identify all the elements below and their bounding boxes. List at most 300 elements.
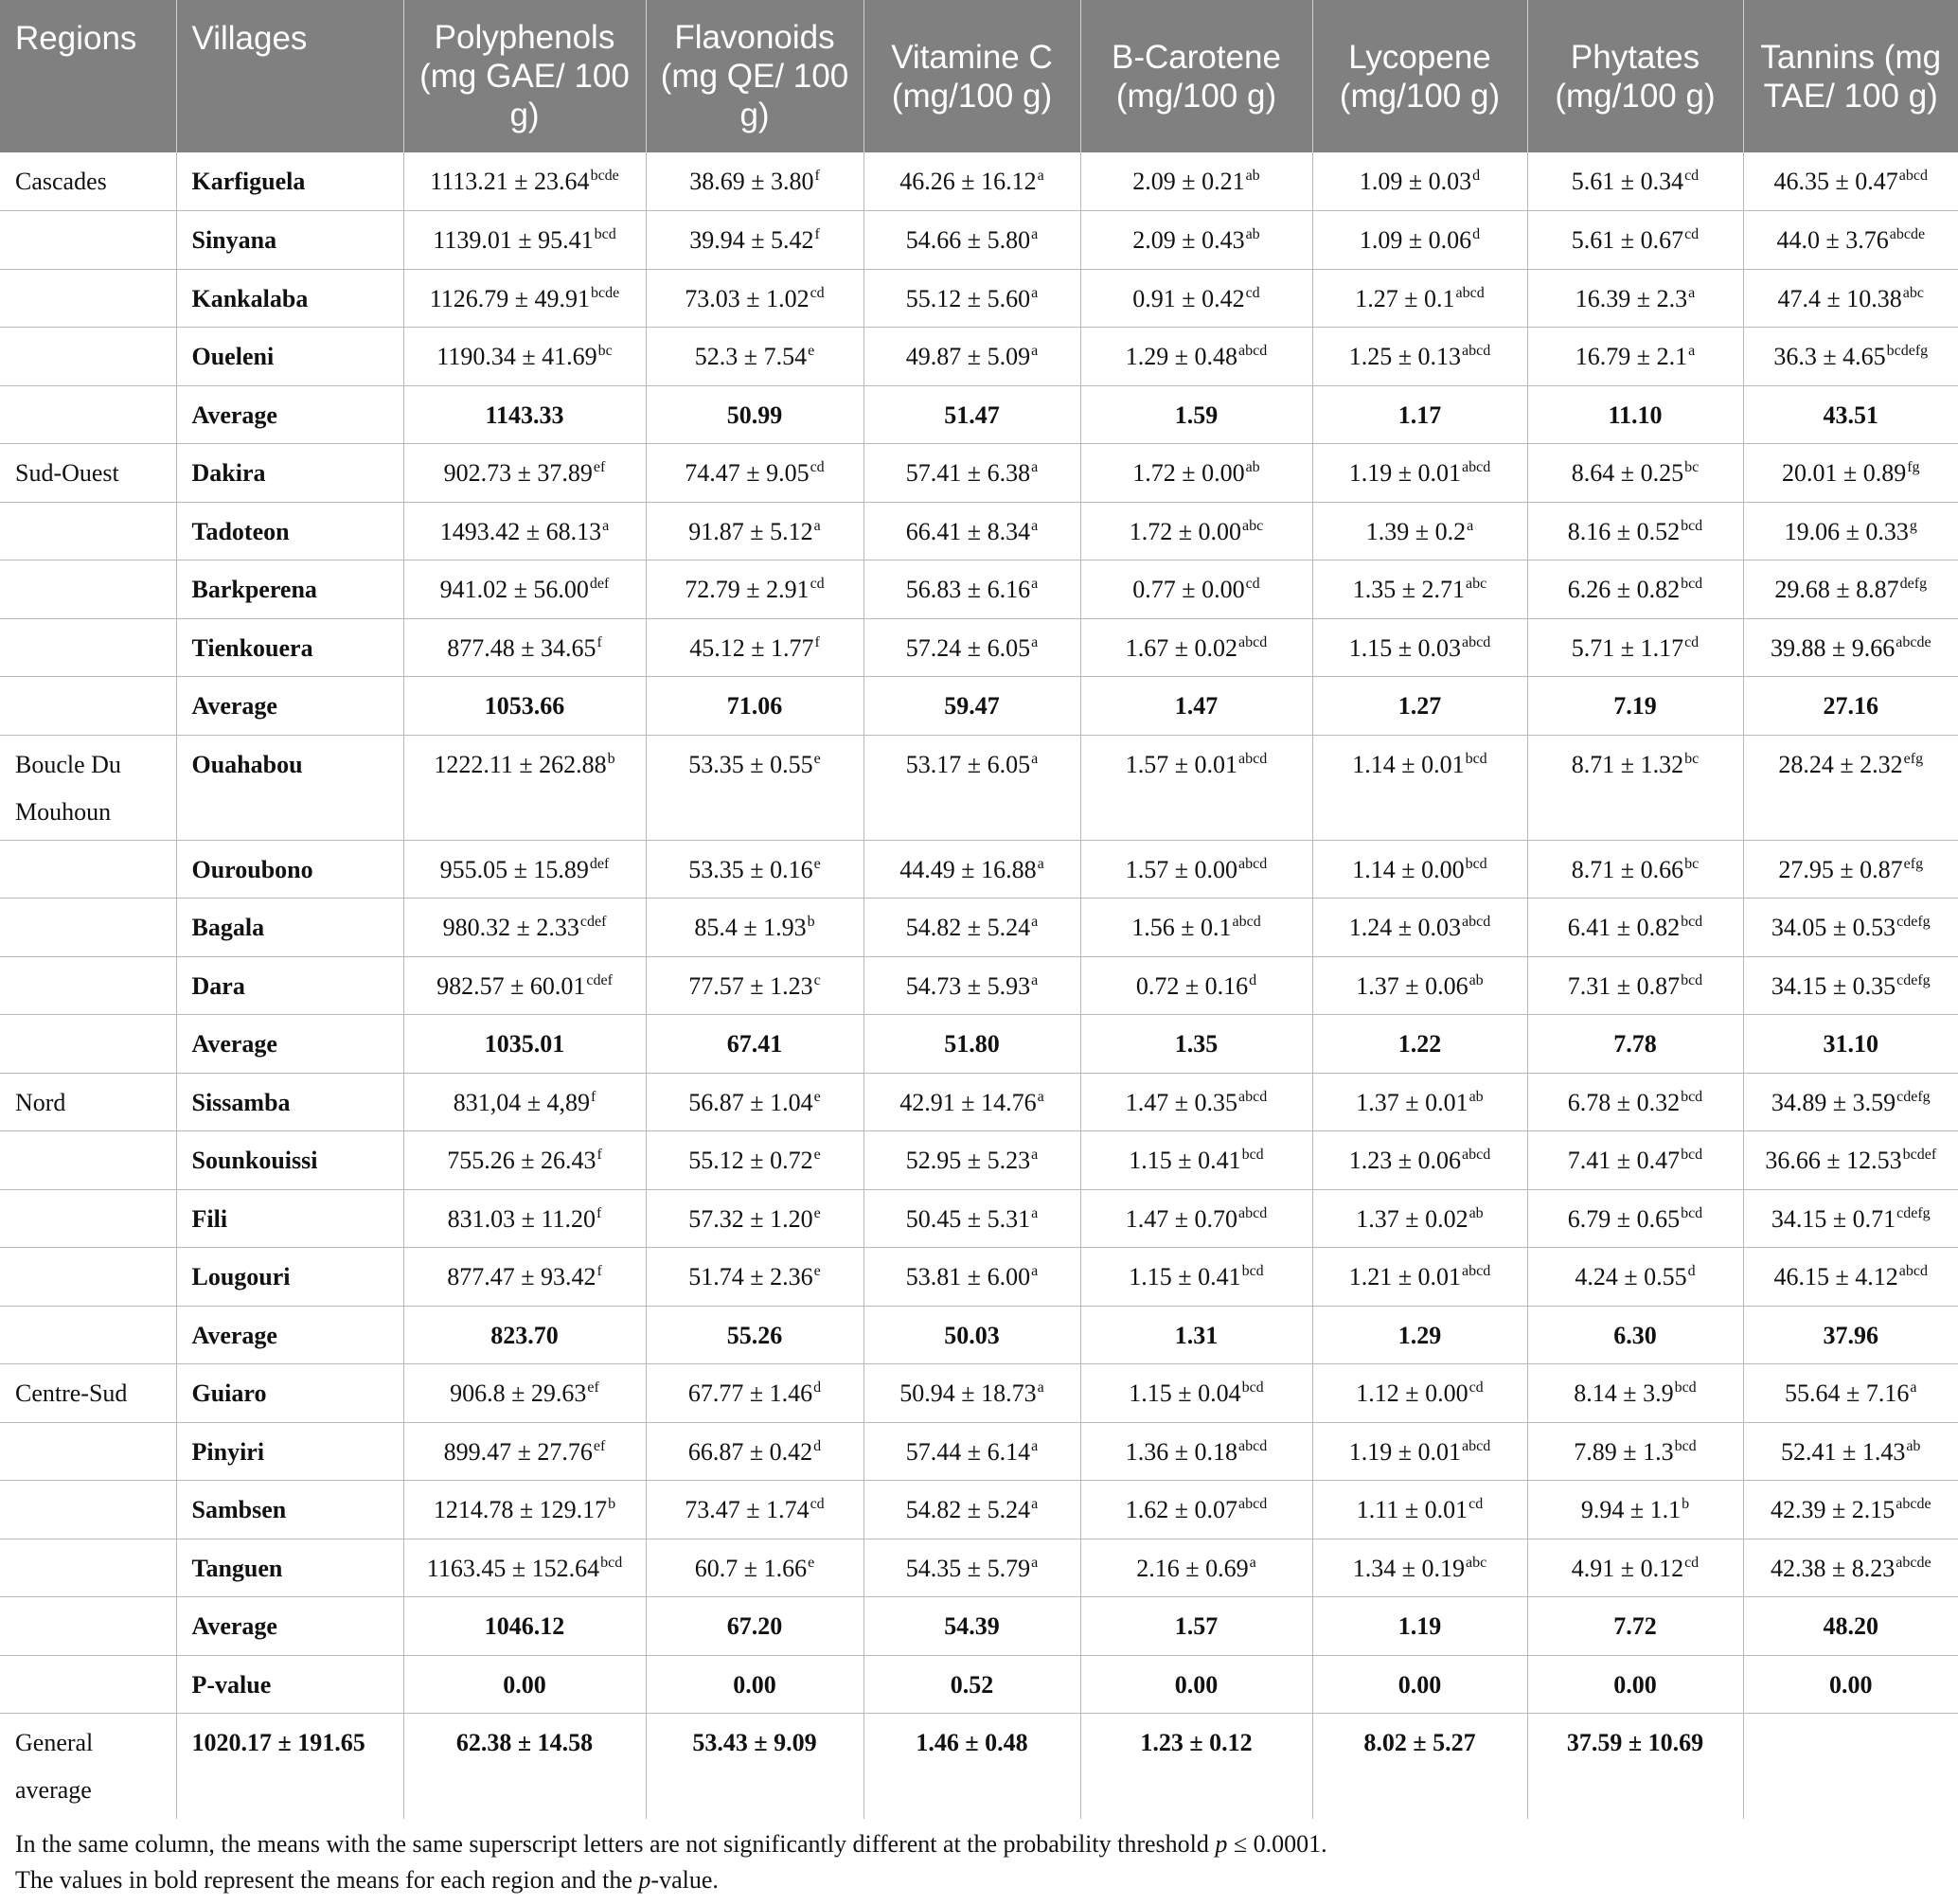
- cell-value: 1.24 ± 0.03: [1348, 914, 1462, 941]
- cell-value: 1.72 ± 0.00: [1132, 459, 1245, 487]
- cell-value: 2.16 ± 0.69: [1136, 1554, 1249, 1582]
- cell-value: 72.79 ± 2.91: [685, 576, 810, 603]
- cell-village: Ouahabou: [176, 735, 403, 840]
- table-row: [0, 269, 1958, 328]
- significance-letters: cdefg: [1896, 914, 1931, 930]
- cell-village: Kankalaba: [176, 269, 403, 328]
- cell-phytates: [1527, 328, 1743, 386]
- summary-row: [0, 1015, 1958, 1074]
- significance-letters: bcd: [1241, 1263, 1264, 1279]
- significance-letters: d: [1249, 971, 1257, 988]
- significance-letters: e: [813, 1088, 821, 1105]
- cell-value: 53.17 ± 6.05: [905, 750, 1031, 778]
- cell-value: 1.14 ± 0.01: [1352, 750, 1465, 778]
- significance-letters: e: [813, 1147, 821, 1163]
- cell-value: 877.47 ± 93.42: [447, 1263, 596, 1290]
- cell-b-carotene: [1080, 1189, 1312, 1248]
- cell-value: 60.7 ± 1.66: [694, 1554, 808, 1582]
- significance-letters: f: [814, 633, 820, 650]
- cell-value: 67.77 ± 1.46: [687, 1379, 813, 1407]
- cell-lycopene: [1312, 677, 1527, 736]
- table-row: [0, 502, 1958, 561]
- cell-b-carotene: [1080, 1306, 1312, 1364]
- cell-polyphenols: [403, 1481, 646, 1539]
- cell-tannins: [1743, 328, 1958, 386]
- cell-polyphenols: [403, 618, 646, 677]
- significance-letters: cd: [1245, 576, 1260, 592]
- cell-flavonoids: [646, 899, 863, 957]
- cell-value: 47.4 ± 10.38: [1777, 284, 1902, 312]
- footnote-1: [15, 1826, 1327, 1862]
- cell-polyphenols: [403, 1073, 646, 1131]
- cell-region: Sud-Ouest: [0, 444, 176, 503]
- significance-letters: a: [1910, 1379, 1917, 1396]
- cell-phytates: [1527, 1306, 1743, 1364]
- cell-village: Tienkouera: [176, 618, 403, 677]
- cell-value: 28.24 ± 2.32: [1778, 750, 1903, 778]
- cell-vitamine-c: [863, 618, 1080, 677]
- significance-letters: bcd: [1681, 1088, 1703, 1105]
- cell-region: [0, 561, 176, 619]
- cell-value: 43.51: [1823, 400, 1878, 429]
- cell-tannins: [1743, 735, 1958, 840]
- cell-b-carotene: [1080, 444, 1312, 503]
- cell-vitamine-c: [863, 1248, 1080, 1307]
- significance-letters: a: [1467, 517, 1474, 534]
- cell-value: 1.27 ± 0.1: [1355, 284, 1455, 312]
- footnote-1-tail: ≤ 0.0001.: [1227, 1830, 1327, 1858]
- cell-value: 1.67 ± 0.02: [1125, 633, 1238, 662]
- cell-value: 1.15 ± 0.41: [1129, 1263, 1241, 1290]
- significance-letters: efg: [1903, 750, 1924, 767]
- cell-flavonoids: [646, 561, 863, 619]
- table-row: [0, 618, 1958, 677]
- cell-village: Ouroubono: [176, 840, 403, 899]
- cell-village: Sissamba: [176, 1073, 403, 1131]
- cell-value: 1113.21 ± 23.64: [430, 168, 590, 195]
- cell-flavonoids: [646, 328, 863, 386]
- cell-value: 53.35 ± 0.16: [688, 855, 813, 883]
- cell-lycopene: [1312, 1015, 1527, 1074]
- cell-value: 20.01 ± 0.89: [1781, 459, 1907, 487]
- footnote-2-text: The values in bold represent the means for each region and the: [15, 1866, 639, 1894]
- table-row: [0, 956, 1958, 1015]
- significance-letters: cd: [1684, 633, 1700, 650]
- significance-letters: bcd: [1681, 914, 1703, 930]
- significance-letters: cdef: [579, 914, 607, 930]
- significance-letters: a: [1031, 343, 1039, 359]
- significance-letters: abcde: [1896, 1496, 1931, 1512]
- cell-value: 1.37 ± 0.01: [1356, 1088, 1468, 1116]
- cell-village: Oueleni: [176, 328, 403, 386]
- cell-value: 7.41 ± 0.47: [1567, 1147, 1681, 1174]
- cell-village: Average: [176, 1306, 403, 1364]
- cell-vitamine-c: [863, 211, 1080, 270]
- cell-flavonoids: [646, 385, 863, 444]
- table-row: [0, 211, 1958, 270]
- cell-flavonoids: [646, 211, 863, 270]
- cell-value: 831.03 ± 11.20: [447, 1204, 596, 1233]
- cell-value: 1.37 ± 0.06: [1356, 971, 1468, 1000]
- cell-value: 5.61 ± 0.34: [1571, 168, 1684, 195]
- cell-value: 1.31: [1174, 1321, 1219, 1349]
- cell-lycopene: [1312, 385, 1527, 444]
- cell-village: Pinyiri: [176, 1422, 403, 1481]
- cell-value: 1.59: [1174, 400, 1219, 429]
- significance-letters: ab: [1468, 971, 1484, 988]
- cell-b-carotene: [1080, 385, 1312, 444]
- cell-polyphenols: [403, 1655, 646, 1714]
- cell-region: [0, 899, 176, 957]
- significance-letters: cd: [1468, 1496, 1484, 1512]
- cell-value: 57.24 ± 6.05: [905, 633, 1031, 662]
- cell-value: 50.94 ± 18.73: [899, 1379, 1037, 1407]
- significance-letters: ab: [1245, 226, 1260, 242]
- cell-region: [0, 269, 176, 328]
- cell-value: 1143.33: [485, 400, 564, 429]
- cell-value: 877.48 ± 34.65: [447, 633, 596, 662]
- significance-letters: abcd: [1462, 633, 1491, 650]
- cell-flavonoids: [646, 502, 863, 561]
- cell-value: 8.16 ± 0.52: [1567, 517, 1681, 545]
- cell-region: [0, 502, 176, 561]
- cell-value: 54.82 ± 5.24: [905, 1496, 1031, 1523]
- cell-value: 1139.01 ± 95.41: [433, 226, 594, 254]
- table-row: [0, 1364, 1958, 1423]
- significance-letters: abc: [1466, 576, 1487, 592]
- cell-value: 823.70: [490, 1321, 559, 1349]
- footnote-2-tail: -value.: [650, 1866, 719, 1894]
- cell-region: [0, 618, 176, 677]
- cell-tannins: [1743, 385, 1958, 444]
- significance-letters: bcdefg: [1886, 343, 1929, 359]
- cell-village: Fili: [176, 1189, 403, 1248]
- cell-b-carotene: [1080, 561, 1312, 619]
- cell-value: 1.34 ± 0.19: [1352, 1554, 1466, 1582]
- cell-phytates: [1527, 956, 1743, 1015]
- significance-letters: a: [1031, 459, 1039, 475]
- cell-phytates: [1527, 840, 1743, 899]
- general-average-value: 1020.17 ± 191.65: [176, 1714, 403, 1819]
- cell-region: [0, 956, 176, 1015]
- cell-vitamine-c: [863, 444, 1080, 503]
- cell-phytates: [1527, 269, 1743, 328]
- cell-value: 66.87 ± 0.42: [687, 1437, 813, 1466]
- significance-letters: bc: [597, 343, 613, 359]
- cell-value: 1.11 ± 0.01: [1356, 1496, 1468, 1523]
- cell-value: 980.32 ± 2.33: [442, 914, 579, 941]
- significance-letters: a: [602, 517, 610, 534]
- cell-flavonoids: [646, 1655, 863, 1714]
- cell-value: 53.35 ± 0.55: [688, 750, 813, 778]
- cell-village: Average: [176, 1015, 403, 1074]
- cell-region: [0, 1248, 176, 1307]
- cell-value: 1163.45 ± 152.64: [426, 1554, 600, 1582]
- cell-b-carotene: [1080, 152, 1312, 211]
- cell-tannins: [1743, 1481, 1958, 1539]
- cell-value: 54.82 ± 5.24: [905, 914, 1031, 941]
- cell-value: 36.3 ± 4.65: [1773, 343, 1886, 370]
- cell-vitamine-c: [863, 1306, 1080, 1364]
- cell-region: Nord: [0, 1073, 176, 1131]
- cell-village: Average: [176, 1597, 403, 1656]
- cell-b-carotene: [1080, 1655, 1312, 1714]
- cell-value: 1190.34 ± 41.69: [436, 343, 597, 370]
- cell-flavonoids: [646, 840, 863, 899]
- cell-vitamine-c: [863, 269, 1080, 328]
- cell-flavonoids: [646, 1422, 863, 1481]
- cell-value: 1126.79 ± 49.91: [429, 284, 591, 312]
- cell-tannins: [1743, 561, 1958, 619]
- cell-value: 27.16: [1823, 692, 1878, 720]
- significance-letters: ef: [593, 459, 606, 475]
- cell-village: Tanguen: [176, 1539, 403, 1597]
- cell-value: 1.56 ± 0.1: [1131, 914, 1232, 941]
- significance-letters: d: [813, 1379, 822, 1396]
- cell-polyphenols: [403, 1189, 646, 1248]
- table-row: [0, 1189, 1958, 1248]
- cell-value: 906.8 ± 29.63: [450, 1379, 587, 1407]
- cell-vitamine-c: [863, 956, 1080, 1015]
- cell-lycopene: [1312, 211, 1527, 270]
- cell-village: Barkperena: [176, 561, 403, 619]
- cell-value: 27.95 ± 0.87: [1778, 855, 1903, 883]
- significance-letters: cdef: [586, 971, 613, 988]
- significance-letters: bcd: [1241, 1379, 1264, 1396]
- cell-flavonoids: [646, 735, 863, 840]
- cell-value: 1.27: [1397, 692, 1442, 720]
- cell-flavonoids: [646, 269, 863, 328]
- cell-phytates: [1527, 502, 1743, 561]
- cell-b-carotene: [1080, 840, 1312, 899]
- cell-value: 1.39 ± 0.2: [1365, 517, 1467, 545]
- cell-flavonoids: [646, 152, 863, 211]
- significance-letters: a: [1031, 1496, 1039, 1512]
- significance-letters: bcd: [1674, 1379, 1697, 1396]
- cell-value: 1.36 ± 0.18: [1125, 1437, 1238, 1466]
- cell-vitamine-c: [863, 1481, 1080, 1539]
- cell-flavonoids: [646, 1481, 863, 1539]
- significance-letters: e: [813, 855, 821, 872]
- significance-letters: a: [1031, 1263, 1039, 1279]
- significance-letters: a: [813, 517, 821, 534]
- cell-vitamine-c: [863, 1364, 1080, 1423]
- cell-value: 77.57 ± 1.23: [688, 971, 813, 1000]
- cell-village: Sinyana: [176, 211, 403, 270]
- table-row: [0, 1422, 1958, 1481]
- significance-letters: d: [1472, 226, 1481, 242]
- cell-value: 1.47 ± 0.35: [1125, 1088, 1238, 1116]
- cell-value: 36.66 ± 12.53: [1765, 1147, 1902, 1174]
- cell-value: 34.89 ± 3.59: [1771, 1088, 1896, 1116]
- cell-phytates: [1527, 211, 1743, 270]
- cell-phytates: [1527, 561, 1743, 619]
- cell-phytates: [1527, 1248, 1743, 1307]
- cell-lycopene: [1312, 561, 1527, 619]
- table-row: [0, 561, 1958, 619]
- cell-value: 44.49 ± 16.88: [899, 855, 1037, 883]
- significance-letters: bcde: [590, 168, 619, 184]
- cell-flavonoids: [646, 1131, 863, 1190]
- significance-letters: bcd: [1674, 1437, 1697, 1454]
- significance-letters: a: [1688, 284, 1696, 301]
- cell-value: 66.41 ± 8.34: [905, 517, 1031, 545]
- cell-b-carotene: [1080, 269, 1312, 328]
- cell-value: 1.72 ± 0.00: [1129, 517, 1242, 545]
- cell-tannins: [1743, 152, 1958, 211]
- general-average-value: 8.02 ± 5.27: [1312, 1714, 1527, 1819]
- cell-flavonoids: [646, 1248, 863, 1307]
- cell-value: 50.03: [944, 1321, 1000, 1349]
- significance-letters: cd: [1245, 284, 1260, 301]
- significance-letters: bcd: [594, 226, 616, 242]
- cell-b-carotene: [1080, 899, 1312, 957]
- cell-value: 56.83 ± 6.16: [905, 576, 1031, 603]
- cell-vitamine-c: [863, 502, 1080, 561]
- cell-flavonoids: [646, 618, 863, 677]
- cell-polyphenols: [403, 211, 646, 270]
- cell-polyphenols: [403, 269, 646, 328]
- cell-value: 54.35 ± 5.79: [905, 1554, 1031, 1582]
- significance-letters: cd: [810, 459, 825, 475]
- significance-letters: bcde: [591, 284, 620, 301]
- cell-phytates: [1527, 677, 1743, 736]
- significance-letters: abcd: [1462, 459, 1491, 475]
- significance-letters: ab: [1906, 1437, 1921, 1454]
- significance-letters: def: [589, 855, 610, 872]
- cell-village: Sambsen: [176, 1481, 403, 1539]
- cell-value: 57.32 ± 1.20: [688, 1204, 813, 1233]
- cell-value: 7.19: [1613, 692, 1657, 720]
- cell-value: 1.09 ± 0.06: [1359, 226, 1472, 254]
- significance-letters: abcd: [1238, 633, 1268, 650]
- cell-village: Average: [176, 677, 403, 736]
- cell-village: Dakira: [176, 444, 403, 503]
- cell-value: 1.57 ± 0.00: [1125, 855, 1238, 883]
- cell-value: 831,04 ± 4,89: [453, 1088, 590, 1116]
- header-villages: Villages: [176, 0, 403, 152]
- cell-phytates: [1527, 444, 1743, 503]
- cell-tannins: [1743, 1364, 1958, 1423]
- cell-region: [0, 328, 176, 386]
- header-row: [0, 0, 1958, 152]
- significance-letters: cd: [1684, 168, 1700, 184]
- cell-region: [0, 1597, 176, 1656]
- cell-region: [0, 677, 176, 736]
- cell-value: 52.95 ± 5.23: [905, 1147, 1031, 1174]
- significance-letters: abcd: [1462, 1437, 1491, 1454]
- significance-letters: a: [1031, 750, 1039, 767]
- cell-lycopene: [1312, 1364, 1527, 1423]
- cell-value: 31.10: [1823, 1030, 1878, 1058]
- cell-value: 941.02 ± 56.00: [439, 576, 589, 603]
- significance-letters: abcd: [1462, 1147, 1491, 1163]
- header-tannins: Tannins (mg TAE/ 100 g): [1743, 0, 1958, 152]
- cell-value: 16.79 ± 2.1: [1575, 343, 1688, 370]
- cell-value: 53.81 ± 6.00: [905, 1263, 1031, 1290]
- cell-value: 42.39 ± 2.15: [1770, 1496, 1896, 1523]
- footnote-2-variable: p: [638, 1866, 651, 1894]
- cell-value: 899.47 ± 27.76: [443, 1437, 593, 1466]
- cell-value: 57.44 ± 6.14: [905, 1437, 1031, 1466]
- cell-value: 52.3 ± 7.54: [694, 343, 808, 370]
- cell-b-carotene: [1080, 1073, 1312, 1131]
- significance-letters: a: [1031, 576, 1039, 592]
- cell-flavonoids: [646, 677, 863, 736]
- cell-vitamine-c: [863, 677, 1080, 736]
- significance-letters: d: [813, 1437, 822, 1454]
- cell-value: 1.09 ± 0.03: [1359, 168, 1472, 195]
- significance-letters: abcd: [1238, 1204, 1268, 1221]
- cell-flavonoids: [646, 1015, 863, 1074]
- table-row: [0, 444, 1958, 503]
- cell-polyphenols: [403, 152, 646, 211]
- cell-value: 67.41: [726, 1030, 783, 1058]
- significance-letters: bcd: [1241, 1147, 1264, 1163]
- general-average-label: General average: [0, 1714, 176, 1819]
- cell-value: 56.87 ± 1.04: [688, 1088, 813, 1116]
- significance-letters: bc: [1684, 459, 1700, 475]
- significance-letters: abc: [1242, 517, 1264, 534]
- cell-vitamine-c: [863, 840, 1080, 899]
- significance-letters: abcd: [1455, 284, 1485, 301]
- cell-tannins: [1743, 956, 1958, 1015]
- header-flavonoids: Flavonoids (mg QE/ 100 g): [646, 0, 863, 152]
- table-row: [0, 1131, 1958, 1190]
- cell-value: 1.17: [1397, 400, 1442, 429]
- cell-vitamine-c: [863, 328, 1080, 386]
- general-average-value: 1.46 ± 0.48: [863, 1714, 1080, 1819]
- significance-letters: bcd: [600, 1554, 623, 1571]
- cell-tannins: [1743, 840, 1958, 899]
- cell-vitamine-c: [863, 1597, 1080, 1656]
- cell-lycopene: [1312, 444, 1527, 503]
- cell-value: 6.41 ± 0.82: [1567, 914, 1681, 941]
- significance-letters: ef: [593, 1437, 606, 1454]
- cell-value: 51.47: [944, 400, 1000, 429]
- cell-value: 50.45 ± 5.31: [905, 1204, 1031, 1233]
- significance-letters: a: [1031, 1204, 1039, 1221]
- cell-b-carotene: [1080, 1481, 1312, 1539]
- significance-letters: ab: [1245, 459, 1260, 475]
- cell-value: 44.0 ± 3.76: [1776, 226, 1889, 254]
- cell-vitamine-c: [863, 561, 1080, 619]
- cell-b-carotene: [1080, 1248, 1312, 1307]
- cell-value: 955.05 ± 15.89: [439, 855, 589, 883]
- cell-region: [0, 385, 176, 444]
- significance-letters: abcde: [1896, 1554, 1931, 1571]
- cell-lycopene: [1312, 1248, 1527, 1307]
- cell-value: 11.10: [1608, 400, 1663, 429]
- significance-letters: efg: [1903, 855, 1924, 872]
- significance-letters: f: [596, 1147, 602, 1163]
- cell-b-carotene: [1080, 1015, 1312, 1074]
- cell-tannins: [1743, 677, 1958, 736]
- cell-region: [0, 1539, 176, 1597]
- table-row: [0, 735, 1958, 840]
- cell-tannins: [1743, 1422, 1958, 1481]
- cell-region: [0, 1481, 176, 1539]
- cell-value: 7.89 ± 1.3: [1574, 1437, 1674, 1466]
- cell-polyphenols: [403, 502, 646, 561]
- cell-tannins: [1743, 1655, 1958, 1714]
- cell-phytates: [1527, 152, 1743, 211]
- significance-letters: a: [1037, 855, 1044, 872]
- significance-letters: fg: [1907, 459, 1920, 475]
- significance-letters: cd: [810, 1496, 825, 1512]
- significance-letters: cd: [810, 284, 825, 301]
- cell-tannins: [1743, 269, 1958, 328]
